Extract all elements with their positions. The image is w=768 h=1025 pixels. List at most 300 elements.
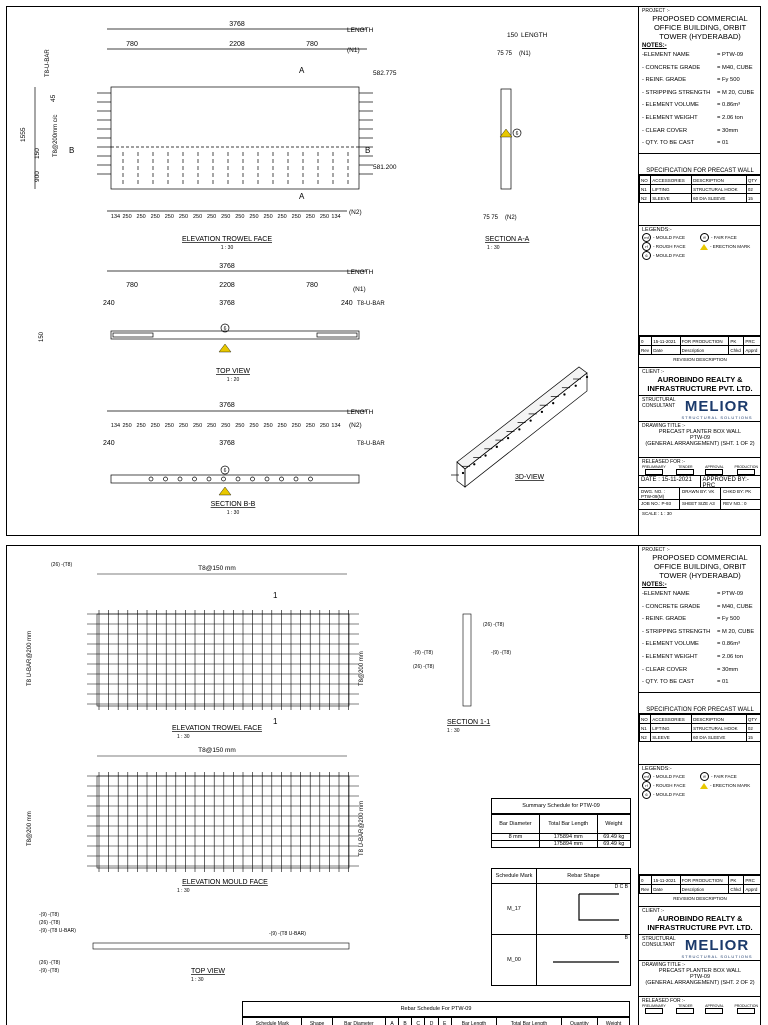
released-option-label: PRODUCTION — [734, 1004, 758, 1008]
legend-text: - MOULD FACE — [653, 790, 685, 799]
drawing-sheet-1 — [6, 6, 761, 536]
spec-row — [640, 733, 761, 742]
summary-cell: 69.49 kg — [597, 841, 630, 848]
summary-table — [491, 814, 631, 848]
note-key: - REINF. GRADE — [642, 613, 717, 626]
revision-cell: FOR PRODUCTION — [680, 876, 729, 885]
scale-row — [639, 510, 761, 520]
tv2-label-b-right: -(9) -(T8 U-BAR) — [269, 931, 306, 937]
revision-header-cell: Chkd — [729, 885, 744, 894]
sectionbb-length-label: LENGTH — [347, 409, 374, 416]
revision-header-cell: Apprd — [744, 885, 761, 894]
title-section-bb: SECTION B-B — [211, 501, 256, 508]
note-row — [642, 664, 758, 677]
note-row — [642, 87, 758, 100]
iso-dot — [462, 472, 464, 474]
released-checkbox — [705, 1008, 723, 1014]
spacing-value: 250 — [151, 214, 160, 220]
note-key: - QTY. TO BE CAST — [642, 137, 717, 150]
shape-dims: D C B — [537, 884, 631, 935]
label-t8-150-top: T8@150 mm — [198, 565, 236, 572]
drawing-title-label: DRAWING TITLE :- — [642, 423, 758, 429]
shape-schedule — [491, 868, 631, 986]
sectionbb-length: 3768 — [219, 402, 235, 409]
drawing-sub: (GENERAL ARRANGEMENT) (SHT. 1 OF 2) — [642, 441, 758, 447]
revision-header-cell: Rev — [640, 346, 652, 355]
spacing-value: 134 — [111, 214, 120, 220]
released-option — [676, 465, 694, 475]
drawn-label: DRAWN BY: — [682, 489, 707, 494]
scale-section-bb: 1 : 30 — [227, 510, 240, 516]
title-block-2 — [638, 546, 761, 1025]
sleeve-icon — [222, 477, 226, 481]
spec-cell: 60 DIA SLEEVE — [692, 733, 747, 742]
sleeve-icon — [280, 477, 284, 481]
iso-dot — [507, 437, 509, 439]
spacing-value: 250 — [278, 423, 287, 429]
shape-table — [491, 868, 631, 986]
iso-dot — [564, 394, 566, 396]
section-aa-n2: (N2) — [505, 215, 517, 221]
released-option — [734, 465, 758, 475]
revision-header-cell: Description — [680, 885, 729, 894]
tv2-label-a: -(9) -(T8) — [39, 912, 59, 918]
released-option-label: PRODUCTION — [734, 465, 758, 469]
legend-row — [700, 242, 758, 251]
shape-header-row — [492, 869, 631, 884]
summary-cell — [492, 841, 540, 848]
legends-list-2 — [642, 772, 758, 799]
spec-header-cell: QTY — [746, 715, 760, 724]
note-value: = 2.06 ton — [717, 651, 743, 664]
spacing-value: 250 — [193, 423, 202, 429]
spec-cell: SLEEVE — [651, 733, 692, 742]
legend-row — [642, 242, 700, 251]
legends-block-2 — [639, 765, 761, 875]
note-key: - STRIPPING STRENGTH — [642, 87, 717, 100]
released-option — [642, 1004, 666, 1014]
project-label-2: PROJECT :- — [642, 547, 758, 553]
drawn-value: VK — [708, 489, 714, 494]
title-elevation-trowel-2: ELEVATION TROWEL FACE — [172, 725, 262, 732]
spec-table-2 — [639, 714, 761, 742]
section-1-top: 1 — [273, 591, 278, 600]
summary-cell: 69.49 kg — [597, 834, 630, 841]
summary-cell: 8 mm — [492, 834, 540, 841]
drawing-sheet-2 — [6, 545, 761, 1025]
rebar-title: Rebar Schedule For PTW-09 — [242, 1001, 630, 1017]
shape-row — [492, 884, 631, 935]
iso-dot — [586, 376, 588, 378]
consultant-block — [639, 396, 761, 422]
dim-height: 1555 — [20, 127, 27, 142]
legends-list — [642, 233, 758, 260]
revision-cell: FOR PRODUCTION — [680, 337, 729, 346]
section-aa-75: 75 75 — [497, 51, 513, 57]
legend-symbol-icon: 6 — [642, 251, 651, 260]
released-option — [734, 1004, 758, 1014]
spec-cell: N2 — [640, 733, 651, 742]
legend-row — [642, 781, 700, 790]
released-checkbox — [645, 469, 663, 475]
erection-mark-icon — [700, 244, 708, 250]
note-row — [642, 74, 758, 87]
label-n1: (N1) — [347, 47, 360, 54]
dim-height-small: 45 — [50, 94, 57, 102]
shape-header-cell: Schedule Mark — [492, 869, 537, 884]
iso-dot — [473, 463, 475, 465]
spacing-value: 250 — [151, 423, 160, 429]
note-value: = Fy 500 — [717, 74, 740, 87]
released-option — [705, 465, 724, 475]
shape-mark: M_17 — [492, 884, 537, 935]
drawing-element: PTW-09 — [642, 435, 758, 441]
spec-cell: N1 — [640, 724, 651, 733]
client-label-2: CLIENT :- — [642, 908, 758, 914]
note-value: = 0.86m³ — [717, 638, 740, 651]
topview-side-left: 240 — [103, 300, 115, 307]
released-option-label: PRELIMINARY — [642, 465, 666, 469]
sheet1-drawing — [7, 7, 638, 535]
dim-seg-left: 780 — [126, 41, 138, 48]
spacing-value: 250 — [320, 423, 329, 429]
section-aa-length: LENGTH — [521, 32, 548, 39]
spacing-value: 250 — [306, 214, 315, 220]
label-mould-t8-200: T8@200 mm — [27, 811, 33, 846]
legend-text: - ERECTION MARK — [710, 781, 750, 790]
drawing-title-label-2: DRAWING TITLE :- — [642, 962, 758, 968]
iso-dot — [552, 402, 554, 404]
legend-row — [642, 251, 700, 260]
shape-mark: M_00 — [492, 935, 537, 986]
project-name: PROPOSED COMMERCIAL OFFICE BUILDING, ORBIT TOWER (HYDERABAD) — [642, 14, 758, 41]
title-section-11: SECTION 1-1 — [447, 719, 490, 726]
scale-elevation-trowel: 1 : 30 — [221, 245, 234, 251]
sectionbb-side: 240 — [103, 440, 115, 447]
spacing-value: 250 — [207, 423, 216, 429]
legend-symbol-icon: mf — [642, 772, 651, 781]
spacing-value: 250 — [122, 423, 131, 429]
summary-cell: 175894 mm — [539, 841, 597, 848]
spacing-value: 250 — [179, 423, 188, 429]
rebar-header-cell: Bar Diameter — [332, 1018, 385, 1025]
section-marker-a-top: A — [299, 66, 305, 75]
revision-row — [640, 876, 761, 885]
legends-title: LEGENDS:- — [642, 227, 758, 233]
rebar-header-cell: Shape — [302, 1018, 332, 1025]
consultant-logo — [677, 398, 757, 420]
summary-header-cell: Total Bar Length — [539, 815, 597, 834]
iso-dot — [541, 411, 543, 413]
sectionbb-outline — [111, 475, 359, 483]
topview-side-right: 240 — [341, 300, 353, 307]
legend-text: - ERECTION MARK — [710, 242, 750, 251]
summary-row — [492, 834, 631, 841]
spec-header-cell: ACCESSORIES — [651, 715, 692, 724]
legends-title-2: LEGENDS:- — [642, 766, 758, 772]
topview-length-label: LENGTH — [347, 269, 374, 276]
spacing-value: 134 — [111, 423, 120, 429]
revision-table — [639, 336, 761, 355]
legend-text: - ROUGH FACE — [653, 781, 686, 790]
summary-cell: 175894 mm — [539, 834, 597, 841]
consultant-block-2 — [639, 935, 761, 961]
notes-title-2: NOTES:- — [642, 582, 758, 588]
revision-cell: PRC — [744, 876, 761, 885]
rebar-header-cell: C — [411, 1018, 424, 1025]
revision-cell: PK — [729, 876, 744, 885]
spacing-value: 250 — [193, 214, 202, 220]
legend-row — [642, 233, 700, 242]
spec-header-cell: ACCESSORIES — [651, 176, 692, 185]
spacing-value: 250 — [278, 214, 287, 220]
legend-text: - FAIR FACE — [711, 772, 737, 781]
spacing-value: 250 — [263, 423, 272, 429]
spec-cell: SLEEVE — [651, 194, 692, 203]
note-value: = 30mm — [717, 125, 738, 138]
logo-sub-2: STRUCTURAL SOLUTIONS — [677, 954, 757, 959]
section-11-outline — [463, 614, 471, 706]
sheet-size-value: A3 — [709, 501, 715, 506]
tv2-label-b: -(9) -(T8 U-BAR) — [39, 928, 76, 934]
note-key: - REINF. GRADE — [642, 74, 717, 87]
note-value: = 0.86m³ — [717, 99, 740, 112]
spec-header-row — [640, 715, 761, 724]
legends-block — [639, 226, 761, 336]
note-row — [642, 676, 758, 689]
spec-cell: LIFTING — [651, 185, 692, 194]
revision-cell: 15-11-2021 — [652, 337, 680, 346]
legend-row — [642, 772, 700, 781]
rebar-header-cell: D — [425, 1018, 438, 1025]
note-key: - STRIPPING STRENGTH — [642, 626, 717, 639]
dwg-value: PTW-09(M) — [641, 494, 664, 499]
note-value: = M 20, CUBE — [717, 87, 754, 100]
spacing-value: 250 — [249, 423, 258, 429]
erection-mark-icon — [500, 129, 512, 137]
note-value: = M40, CUBE — [717, 62, 753, 75]
spacing-dims — [111, 214, 341, 220]
revision-label-2: REVISION DESCRIPTION — [639, 896, 761, 901]
tv2-label-b1: (26) -(T8) — [39, 920, 60, 926]
elev-top-level: 582.775 — [373, 70, 397, 77]
mesh-trowel-bars — [87, 610, 359, 710]
note-key: - ELEMENT VOLUME — [642, 638, 717, 651]
note-value: = 01 — [717, 676, 728, 689]
legend-row — [700, 772, 758, 781]
chkd-value: PK — [745, 489, 751, 494]
label-bar-pitch: T8@200mm c/c — [53, 115, 59, 157]
sleeve-icon — [236, 477, 240, 481]
released-checkbox — [645, 1008, 663, 1014]
summary-header-cell: Bar Diameter — [492, 815, 540, 834]
scale-label: SCALE : — [642, 511, 659, 516]
section-aa-n1: (N1) — [519, 51, 531, 57]
rebar-header-cell: Total Bar Length — [497, 1018, 561, 1025]
tv2-label-a-bottom: -(9) -(T8) — [39, 968, 59, 974]
sectionbb-inner: 3768 — [219, 440, 235, 447]
revision-header-cell: Date — [652, 346, 680, 355]
spec-cell: N1 — [640, 185, 651, 194]
dim-seg-right: 780 — [306, 41, 318, 48]
released-option-label: PRELIMINARY — [642, 1004, 666, 1008]
erection-mark-icon — [700, 783, 708, 789]
spacing-value: 250 — [165, 214, 174, 220]
revision-block-2 — [639, 875, 761, 907]
scale-value: 1 : 30 — [661, 511, 672, 516]
shape-header-cell: Rebar Shape — [537, 869, 631, 884]
date-value: 15-11-2021 — [662, 477, 692, 483]
revision-header-cell: Description — [680, 346, 729, 355]
revision-header-cell: Apprd — [744, 346, 761, 355]
label-t8-150-mould: T8@150 mm — [198, 747, 236, 754]
scale-elevation-trowel-2: 1 : 30 — [177, 734, 190, 740]
tv2-label-b1-bottom: (26) -(T8) — [39, 960, 60, 966]
spec-cell: 15 — [746, 733, 760, 742]
legend-row — [700, 233, 758, 242]
job-row — [639, 500, 761, 510]
project-notes-block-2 — [639, 546, 761, 693]
spec-title-2: SPECIFICATION FOR PRECAST WALL — [639, 707, 761, 714]
released-option-label: APPROVAL — [705, 1004, 724, 1008]
summary-row — [492, 841, 631, 848]
sleeve-icon — [207, 477, 211, 481]
revision-cell: 0 — [640, 876, 652, 885]
released-option — [642, 465, 666, 475]
dwg-row — [639, 488, 761, 500]
title-elevation-mould: ELEVATION MOULD FACE — [182, 879, 268, 886]
spec-cell: 02 — [746, 185, 760, 194]
released-label-2: RELEASED FOR :- — [642, 998, 758, 1004]
spacing-value: 250 — [320, 214, 329, 220]
summary-title: Summary Schedule for PTW-09 — [491, 798, 631, 814]
drawing-element-2: PTW-09 — [642, 974, 758, 980]
spacing-value: 250 — [292, 423, 301, 429]
revision-header-row — [640, 885, 761, 894]
label-t8-u-bar: T8-U-BAR — [45, 49, 51, 77]
topview2-outline — [93, 943, 349, 949]
spacing-value: 250 — [292, 214, 301, 220]
sleeve-icon — [294, 477, 298, 481]
spacing-value: 250 — [207, 214, 216, 220]
title-block-1 — [638, 7, 761, 535]
note-key: - CLEAR COVER — [642, 125, 717, 138]
spec-header-cell: DESCRIPTION — [692, 715, 747, 724]
spacing-value: 250 — [221, 214, 230, 220]
spacing-value: 250 — [179, 214, 188, 220]
label-t8-u-200: T8 U-BAR@200 mm — [27, 631, 33, 686]
scale-section-11: 1 : 30 — [447, 728, 460, 734]
released-option-label: TENDER — [676, 1004, 694, 1008]
iso-dot — [575, 385, 577, 387]
spec-cell: STRUCTURAL HOOK — [692, 724, 747, 733]
legend-symbol-icon: ff — [700, 772, 709, 781]
3d-view-top-face — [457, 367, 587, 469]
sleeve-icon — [149, 477, 153, 481]
spacing-value: 250 — [249, 214, 258, 220]
released-checkbox — [676, 1008, 694, 1014]
legend-row — [642, 790, 700, 799]
note-row — [642, 112, 758, 125]
spec-cell: 15 — [746, 194, 760, 203]
sheet-size-label: SHEET SIZE — [682, 501, 708, 506]
dim-seg-mid: 2208 — [229, 41, 245, 48]
released-option — [676, 1004, 694, 1014]
mesh-mould-bars — [87, 772, 359, 872]
spec-cell: 02 — [746, 724, 760, 733]
spacing-value: 250 — [137, 423, 146, 429]
section-aa-75-bottom: 75 75 — [483, 215, 499, 221]
consultant-label-2: STRUCTURAL CONSULTANT — [642, 936, 680, 948]
released-checkbox — [676, 469, 694, 475]
spacing-value: 250 — [235, 214, 244, 220]
released-option-label: APPROVAL — [705, 465, 724, 469]
spacing-value: 134 — [331, 214, 340, 220]
rev-label: REV NO.: — [723, 501, 743, 506]
spacing-value: 250 — [221, 423, 230, 429]
project-notes-block — [639, 7, 761, 154]
note-value: = PTW-09 — [717, 588, 743, 601]
note-value: = PTW-09 — [717, 49, 743, 62]
revision-label: REVISION DESCRIPTION — [639, 357, 761, 362]
rebar-header-cell: Quantity — [561, 1018, 598, 1025]
project-label: PROJECT :- — [642, 8, 758, 14]
label-n2: (N2) — [349, 209, 362, 216]
topview-ubar-left — [113, 333, 153, 337]
title-section-aa: SECTION A-A — [485, 236, 530, 243]
legend-text: - ROUGH FACE — [653, 242, 686, 251]
topview-seg-mid: 2208 — [219, 282, 235, 289]
note-key: - ELEMENT VOLUME — [642, 99, 717, 112]
drawing-title: PRECAST PLANTER BOX WALL — [642, 429, 758, 435]
mesh-trowel-outline — [97, 614, 349, 706]
label-section-a: -(9) -(T8) — [413, 650, 433, 656]
spec-cell: STRUCTURAL HOOK — [692, 185, 747, 194]
topview-seg-left: 780 — [126, 282, 138, 289]
note-row — [642, 601, 758, 614]
legend-text: - FAIR FACE — [711, 233, 737, 242]
spec-cell: LIFTING — [651, 724, 692, 733]
approved-value: PRC — [703, 483, 716, 489]
job-label: JOB NO.: — [641, 501, 660, 506]
sectionbb-t8-u-bar: T8-U-BAR — [357, 441, 385, 447]
spec-table — [639, 175, 761, 203]
legend-text: - MOULD FACE — [653, 233, 685, 242]
note-key: - QTY. TO BE CAST — [642, 676, 717, 689]
section-marker-b-right: B — [365, 146, 370, 155]
note-row — [642, 613, 758, 626]
note-row — [642, 638, 758, 651]
logo-text: MELIOR — [677, 398, 757, 415]
marker-6: 6 — [516, 131, 519, 137]
legend-row — [700, 781, 758, 790]
note-value: = 30mm — [717, 664, 738, 677]
scale-section-aa: 1 : 30 — [487, 245, 500, 251]
summary-schedule — [491, 798, 631, 848]
scale-top-view-2: 1 : 30 — [191, 977, 204, 983]
spec-header-row — [640, 176, 761, 185]
topview-erection-mark-icon — [219, 344, 231, 352]
revision-block — [639, 336, 761, 368]
label-t8-200: T8@200 mm — [359, 651, 365, 686]
dwg-label: DWG. NO. : — [641, 489, 665, 494]
note-value: = 2.06 ton — [717, 112, 743, 125]
spec-cell: N2 — [640, 194, 651, 203]
legend-text: - MOULD FACE — [653, 251, 685, 260]
spec-row — [640, 724, 761, 733]
title-top-view-2: TOP VIEW — [191, 968, 225, 975]
scale-top-view: 1 : 20 — [227, 377, 240, 383]
